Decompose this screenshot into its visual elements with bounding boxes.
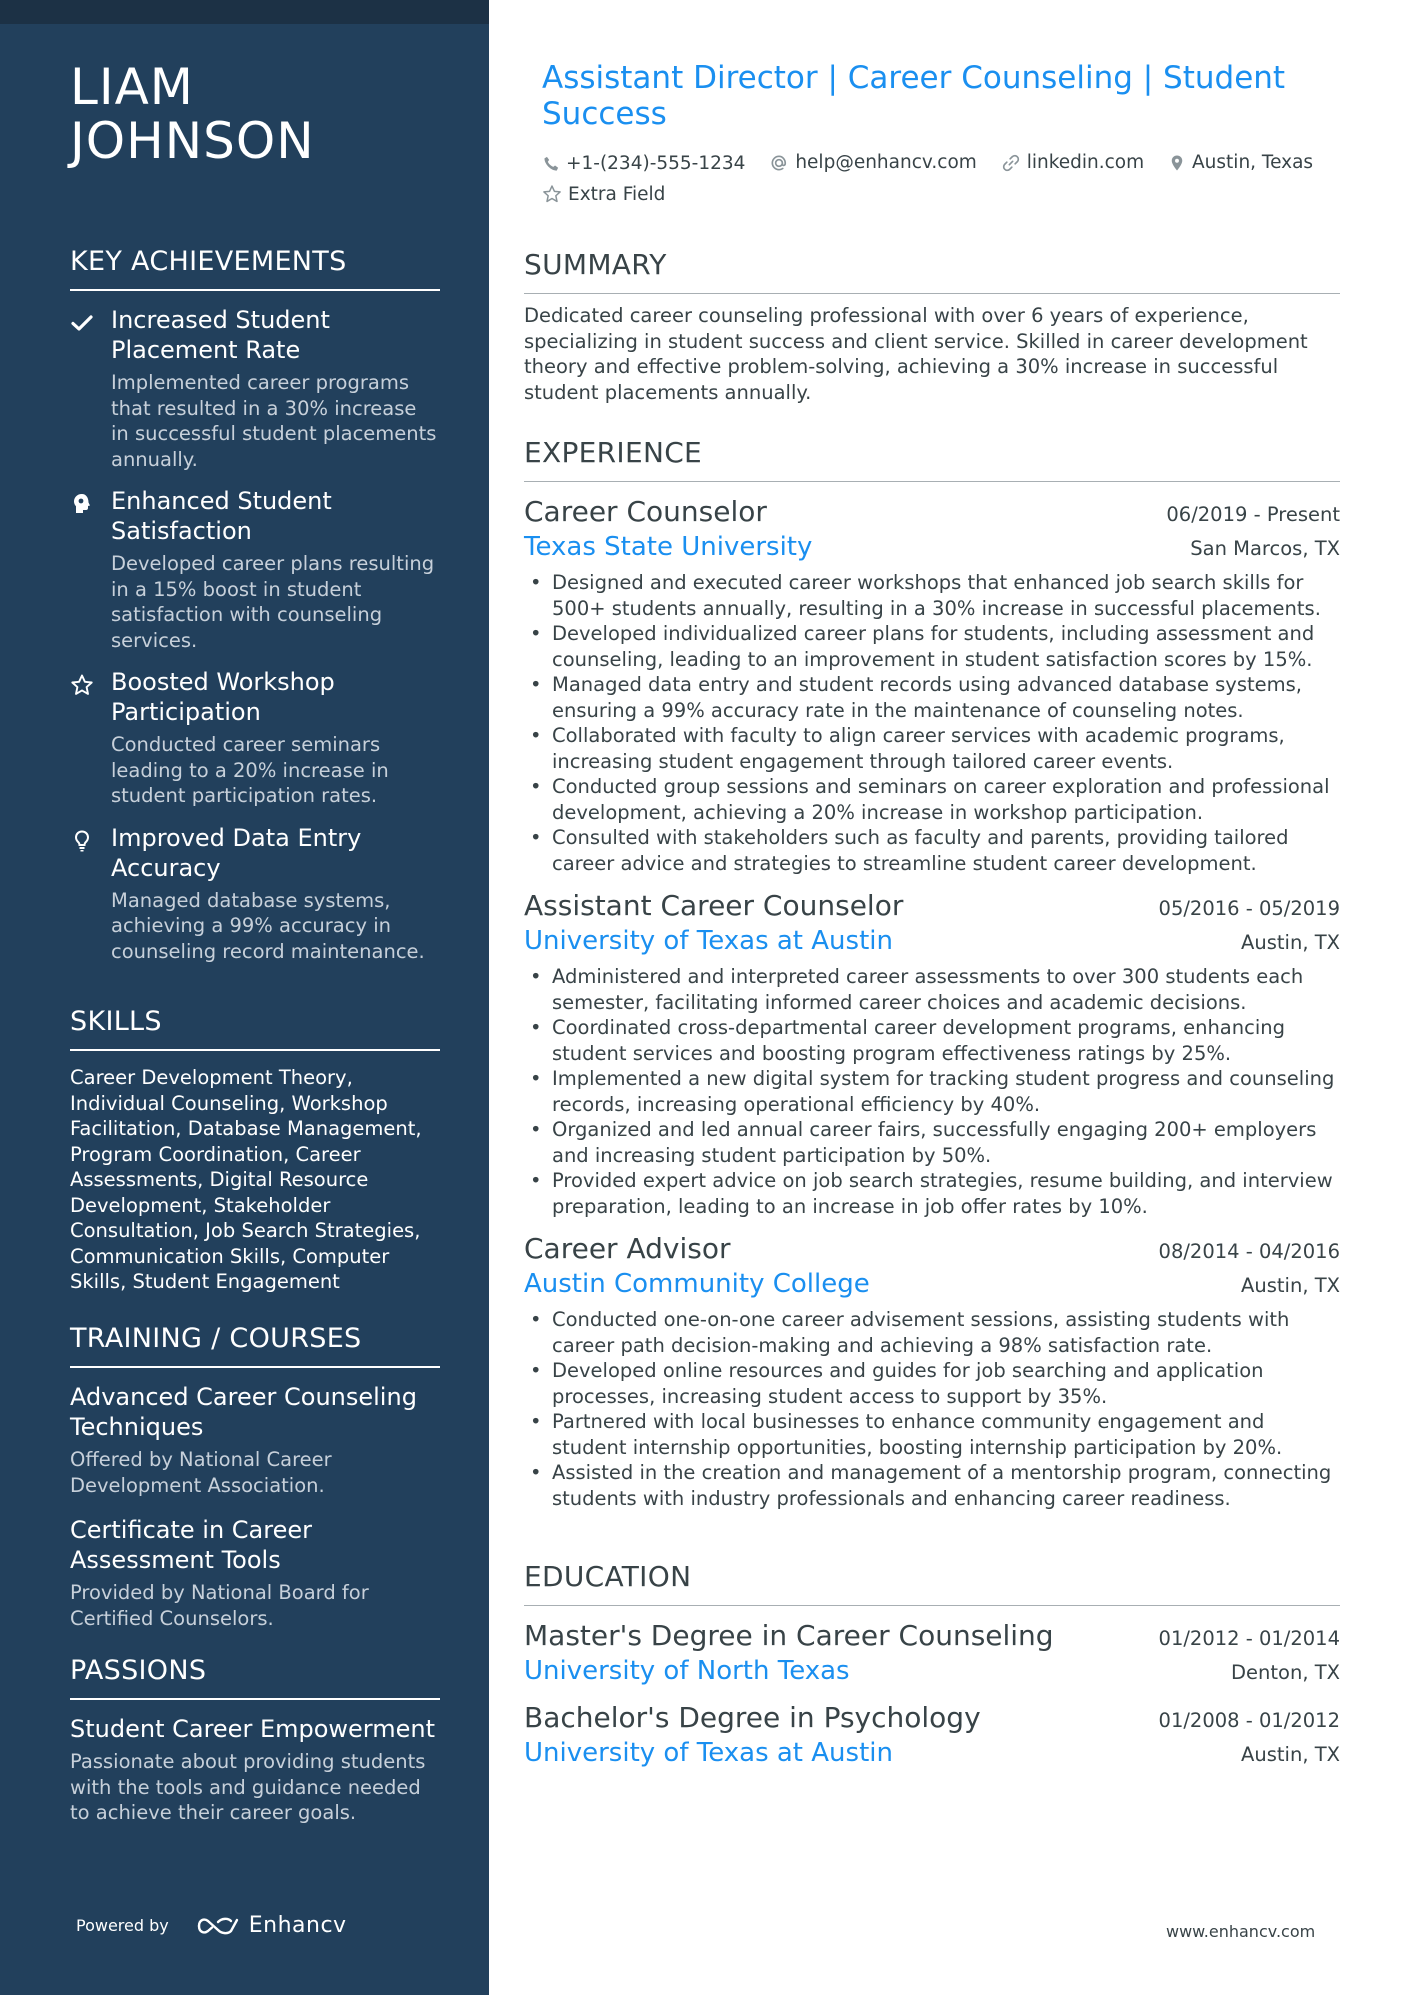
location-pin-icon [1168,153,1186,173]
contact-linkedin[interactable] [1001,149,1144,176]
phone-icon [542,155,560,173]
courses-section [70,1322,440,1648]
lightbulb-icon [70,829,94,853]
passions-heading: PASSIONS [70,1654,440,1700]
school-location: Denton, TX [1231,1661,1340,1684]
contact-bar [542,149,1342,212]
powered-by-label: Powered by [76,1916,169,1935]
achievement-item [70,823,440,965]
achievement-item [70,305,440,472]
passion-title: Student Career Empowerment [70,1715,436,1743]
contact-phone[interactable] [542,150,745,177]
job-bullet: • Developed online resources and guides for job searching and application processes, increasing student access to support by 35%. [524,1358,1340,1409]
job-bullet: • Consulted with stakeholders such as faculty and parents, providing tailored career advice and strategies to streamline student career development. [524,825,1340,876]
skills-section [70,1005,440,1295]
course-title: Advanced Career Counseling Techniques [70,1383,417,1441]
skills-list: Career Development Theory, Individual Counseling, Workshop Facilitation, Database Management, Program Coordination, Career Assessments, Digital Resource Development, Stakeholder Consultation, Job Search Strategies, Communication Skills, Computer Skills, Student Engagement [70,1066,422,1293]
job-bullet: • Developed individualized career plans for students, including assessment and counseling, leading to an improvement in student satisfaction scores by 15%. [524,621,1340,672]
candidate-name [70,60,315,168]
achievements-section [70,245,440,978]
summary-heading: SUMMARY [524,248,1340,294]
email-text: help@enhancv.com [795,152,977,173]
job-organization: Austin Community College [524,1269,870,1299]
education-dates: 01/2008 - 01/2012 [1158,1709,1340,1732]
job-bullet: • Managed data entry and student records using advanced database systems, ensuring a 99% accuracy rate in the maintenance of counseling notes. [524,672,1340,723]
job-entry [524,888,1340,1219]
last-name: JOHNSON [70,112,315,170]
extra-field-text: Extra Field [568,183,666,205]
summary-text: Dedicated career counseling professional with over 6 years of experience, specializing in student success and client service. Skilled in career development theory and effective problem-solving, achieving a 30% increase in successful student placements annually. [524,304,1308,404]
achievement-title: Enhanced Student Satisfaction [111,487,332,545]
skills-heading: SKILLS [70,1005,440,1051]
passions-section [70,1654,440,1826]
achievement-description: Conducted career seminars leading to a 20% increase in student participation rates. [111,733,389,807]
course-description: Provided by National Board for Certified Counselors. [70,1581,369,1630]
summary-section [524,248,1340,405]
link-icon [1001,153,1021,173]
job-title: Career Counselor [524,495,767,528]
star-outline-icon [542,184,562,204]
job-dates: 08/2014 - 04/2016 [1158,1240,1340,1263]
job-bullet: • Designed and executed career workshops that enhanced job search skills for 500+ students annually, resulting in a 30% increase in successful placements. [524,570,1340,621]
course-description: Offered by National Career Development Association. [70,1448,332,1497]
checkmark-icon [70,311,94,335]
job-dates: 06/2019 - Present [1166,503,1340,526]
job-bullet: • Collaborated with faculty to align career services with academic programs, increasing student engagement through tailored career events. [524,723,1340,774]
powered-by [76,1913,347,1938]
enhancv-logo[interactable] [195,1913,347,1938]
achievement-description: Implemented career programs that resulted in a 30% increase in successful student placements annually. [111,371,437,471]
contact-location [1168,149,1313,176]
brand-name: Enhancv [248,1913,347,1938]
job-bullet: • Administered and interpreted career assessments to over 300 students each semester, facilitating informed career choices and academic decisions. [524,964,1340,1015]
experience-section [524,436,1340,1511]
job-bullet: • Partnered with local businesses to enhance community engagement and student internship opportunities, boosting internship participation by 20%. [524,1409,1340,1460]
phone-text: +1-(234)-555-1234 [566,153,746,174]
job-bullet: • Implemented a new digital system for tracking student progress and counseling records, increasing operational efficiency by 40%. [524,1066,1340,1117]
job-bullet: • Organized and led annual career fairs, successfully engaging 200+ employers and increasing student participation by 50%. [524,1117,1340,1168]
at-icon [769,153,789,173]
job-bullets [524,1307,1340,1511]
contact-extra [542,181,665,208]
school-name: University of North Texas [524,1656,850,1686]
job-bullets [524,964,1340,1219]
achievement-title: Increased Student Placement Rate [111,306,330,364]
job-organization: Texas State University [524,532,813,562]
job-bullet: • Coordinated cross-departmental career development programs, enhancing student services and boosting program effectiveness ratings by 25%. [524,1015,1340,1066]
job-entry [524,494,1340,876]
course-title: Certificate in Career Assessment Tools [70,1516,313,1574]
job-entry [524,1231,1340,1511]
job-bullet: • Conducted group sessions and seminars on career exploration and professional development, achieving a 20% increase in workshop participation. [524,774,1340,825]
footer-url[interactable]: www.enhancv.com [1166,1922,1316,1941]
school-location: Austin, TX [1241,1743,1340,1766]
job-bullet: • Conducted one-on-one career advisement sessions, assisting students with career path decision-making and achieving a 98% satisfaction rate. [524,1307,1340,1358]
course-item [70,1515,440,1631]
achievement-title: Improved Data Entry Accuracy [111,823,362,882]
brain-head-icon [70,492,94,516]
star-icon [70,673,94,697]
linkedin-text: linkedin.com [1026,152,1145,173]
passion-description: Passionate about providing students with the tools and guidance needed to achieve their career goals. [70,1750,426,1824]
location-text: Austin, Texas [1192,152,1314,173]
job-title: Assistant Career Counselor [524,889,904,922]
enhancv-logo-icon [195,1914,241,1938]
achievement-description: Developed career plans resulting in a 15% boost in student satisfaction with counseling services. [111,552,435,652]
achievement-description: Managed database systems, achieving a 99% accuracy in counseling record maintenance. [111,888,425,963]
job-bullet: • Provided expert advice on job search strategies, resume building, and interview preparation, leading to an increase in job offer rates by 10%. [524,1168,1340,1219]
education-entry [524,1618,1340,1688]
sidebar-top-band [0,0,489,24]
experience-heading: EXPERIENCE [524,436,1340,482]
job-title: Career Advisor [524,1232,731,1265]
achievement-item [70,667,440,809]
job-bullets [524,570,1340,876]
degree-title: Master's Degree in Career Counseling [524,1619,1054,1652]
education-dates: 01/2012 - 01/2014 [1158,1627,1340,1650]
job-dates: 05/2016 - 05/2019 [1158,897,1340,920]
education-heading: EDUCATION [524,1560,1340,1606]
course-item [70,1382,440,1498]
first-name: LIAM [70,58,194,116]
job-location: Austin, TX [1241,1274,1340,1297]
degree-title: Bachelor's Degree in Psychology [524,1701,981,1734]
sidebar [0,0,489,1995]
education-entry [524,1700,1340,1770]
achievement-title: Boosted Workshop Participation [111,668,335,726]
job-location: San Marcos, TX [1190,537,1340,560]
school-name: University of Texas at Austin [524,1738,893,1768]
job-organization: University of Texas at Austin [524,926,893,956]
headline: Assistant Director | Career Counseling | Student Success [542,60,1286,132]
education-section [524,1560,1340,1778]
courses-heading: TRAINING / COURSES [70,1322,440,1368]
contact-email[interactable] [769,149,976,176]
achievements-heading: KEY ACHIEVEMENTS [70,245,440,291]
achievement-item [70,486,440,653]
job-location: Austin, TX [1241,931,1340,954]
job-bullet: • Assisted in the creation and management of a mentorship program, connecting students with industry professionals and enhancing career readiness. [524,1460,1340,1511]
